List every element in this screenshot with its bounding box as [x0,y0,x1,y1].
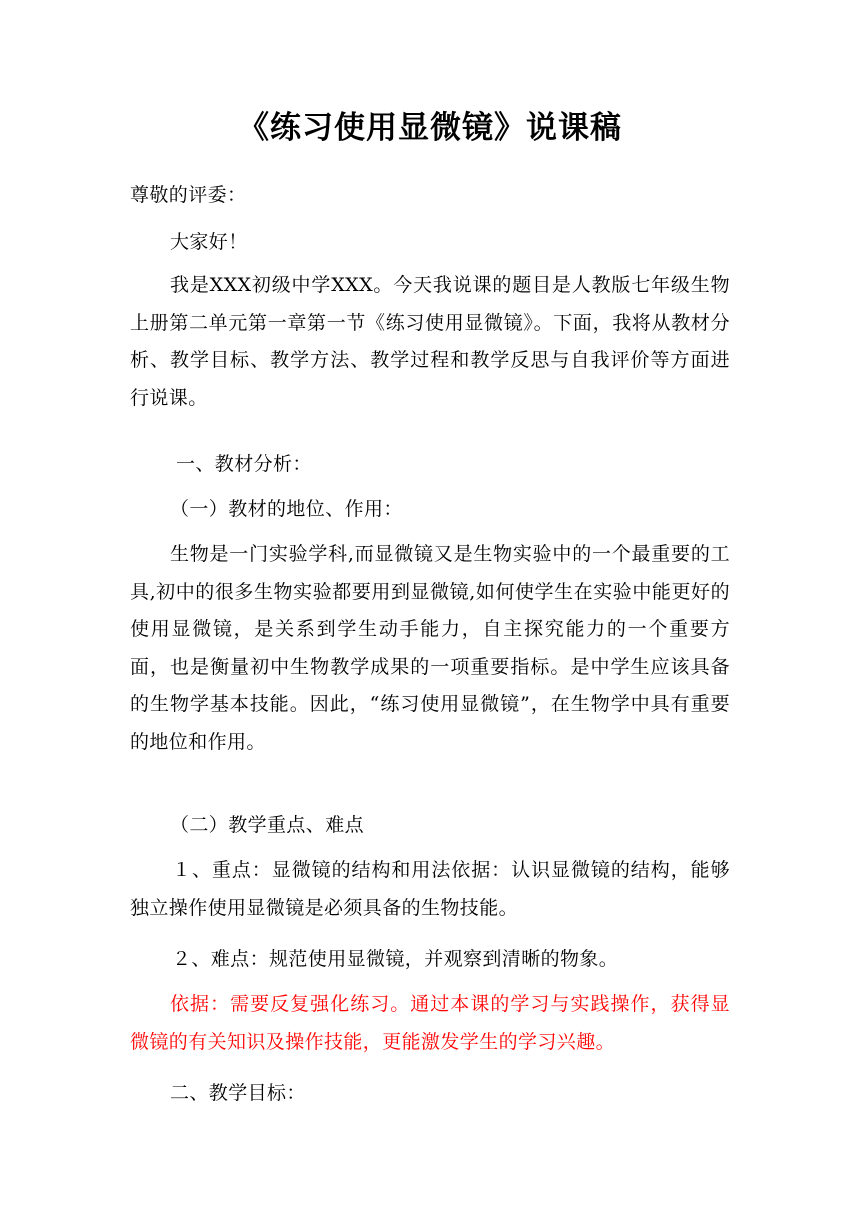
subsection-heading-key-points: （二）教学重点、难点 [170,814,365,836]
key-point-paragraph: １、重点：显微镜的结构和用法依据：认识显微镜的结构，能够独立操作使用显微镜是必须具备的生物技能。 [130,859,730,919]
intro-paragraph: 我是XXX初级中学XXX。今天我说课的题目是人教版七年级生物上册第二单元第一章第一节《练习使用显微镜》。下面，我将从教材分析、教学目标、教学方法、教学过程和教学反思与自我评价等方面进行说课。 [130,274,730,409]
subsection-heading-role: （一）教材的地位、作用： [170,498,403,520]
basis-paragraph-red: 依据：需要反复强化练习。通过本课的学习与实践操作，获得显微镜的有关知识及操作技能，更能激发学生的学习兴趣。 [130,993,730,1053]
role-paragraph: 生物是一门实验学科,而显微镜又是生物实验中的一个最重要的工具,初中的很多生物实验都要用到显微镜,如何使学生在实验中能更好的使用显微镜，是关系到学生动手能力，自主探究能力的一个重要方面，也是衡量初中生物教学成果的一项重要指标。是中学生应该具备的生物学基本技能。因此，“练习使用显微镜”，在生物学中具有重要的地位和作用。 [130,543,730,753]
section-heading-teaching-goals: 二、教学目标： [170,1082,306,1104]
document-title: 《练习使用显微镜》说课稿 [238,110,622,146]
salutation: 尊敬的评委： [130,184,247,206]
greeting: 大家好！ [170,231,248,253]
difficult-point-paragraph: ２、难点：规范使用显微镜，并观察到清晰的物象。 [172,948,619,970]
section-heading-textbook-analysis: 一、教材分析： [176,453,312,475]
